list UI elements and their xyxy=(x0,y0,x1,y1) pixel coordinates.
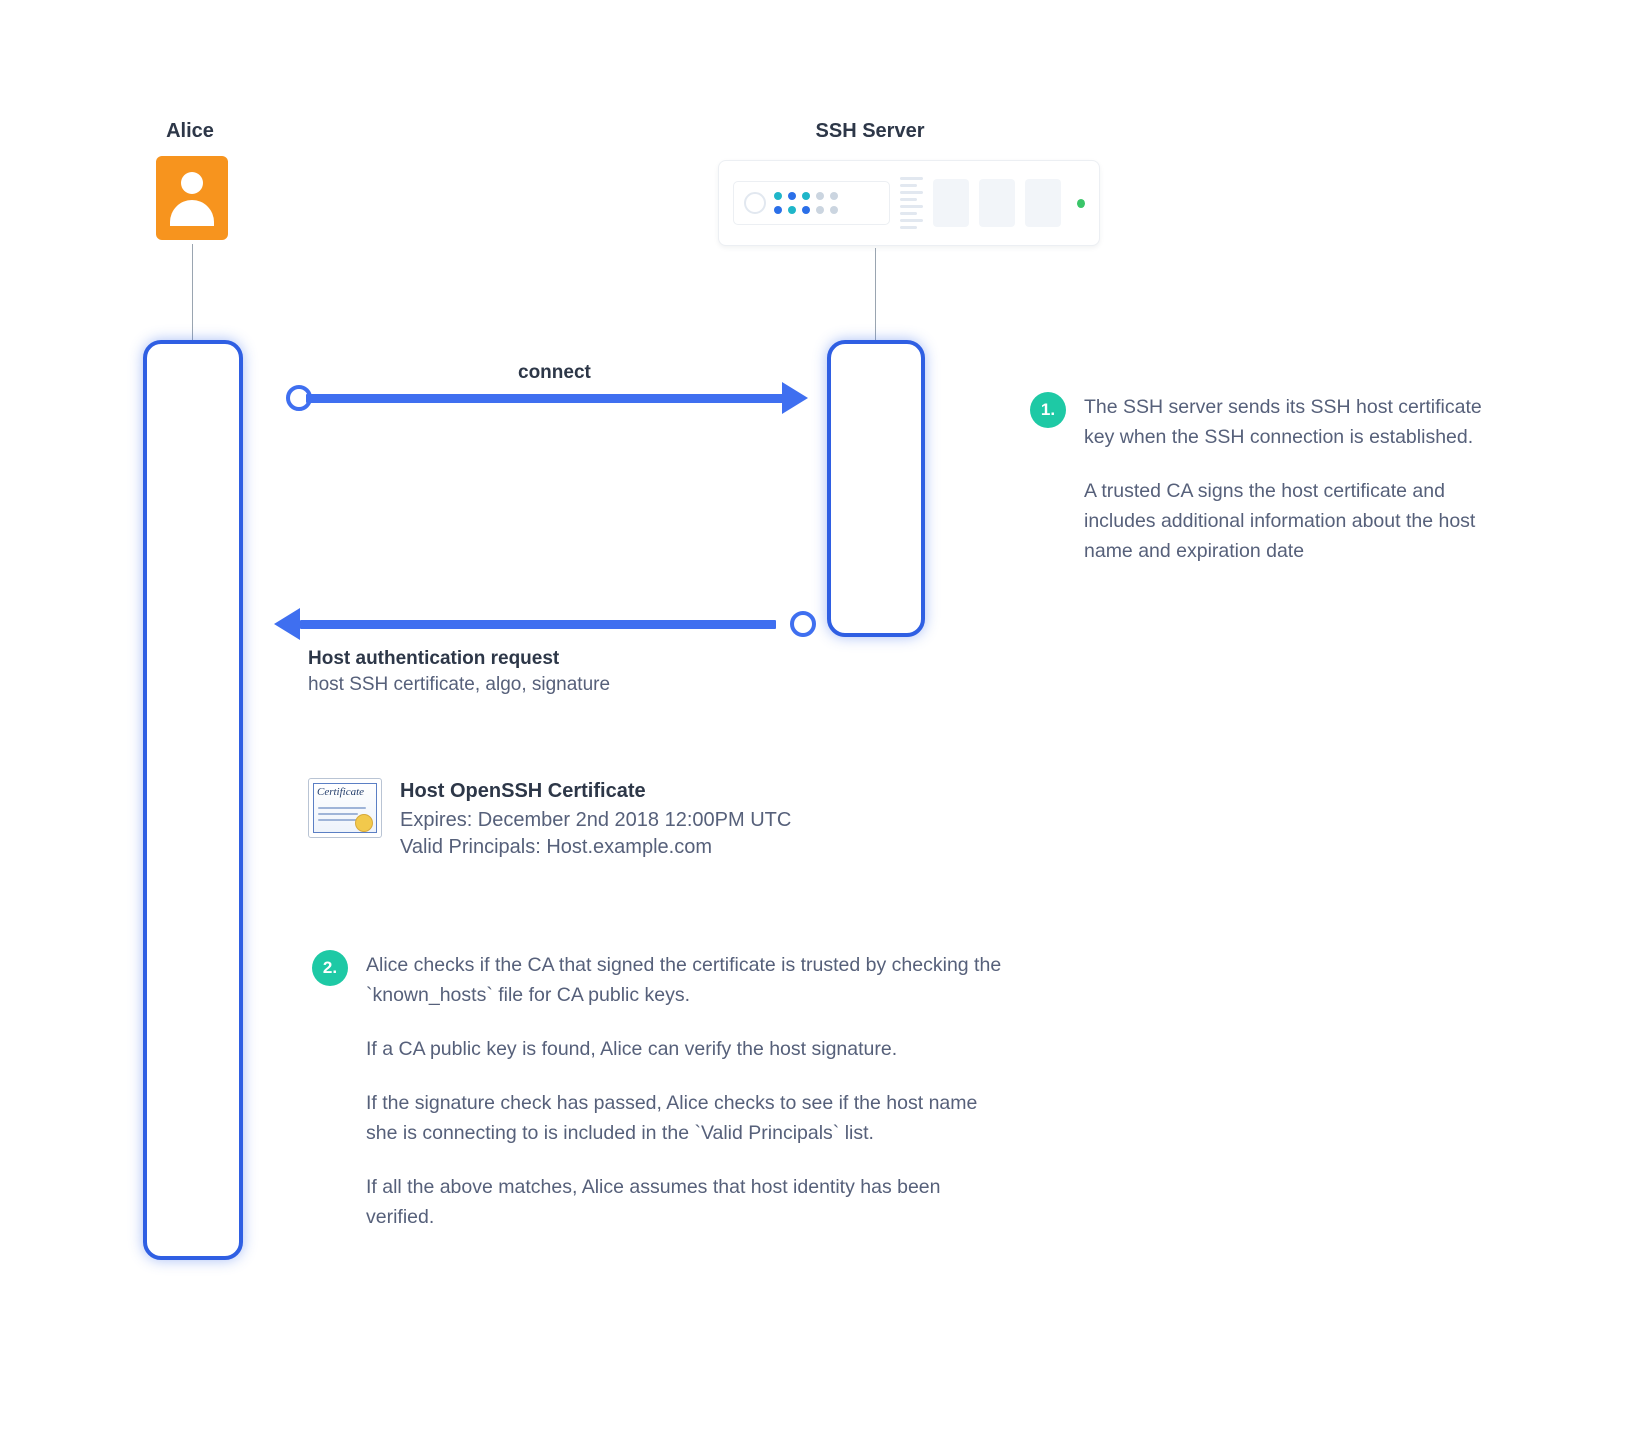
certificate-expires: Expires: December 2nd 2018 12:00PM UTC xyxy=(400,809,792,831)
server-indicator-dots xyxy=(774,192,839,215)
server-knob-icon xyxy=(744,192,766,214)
note-1 xyxy=(1030,392,1500,566)
arrow-head-right-icon xyxy=(782,382,808,414)
certificate-icon xyxy=(308,778,382,838)
server-bay-3 xyxy=(1025,179,1061,227)
note-2-body xyxy=(366,950,1006,1232)
message-subtitle: host SSH certificate, algo, signature xyxy=(308,674,611,695)
lifeline-alice xyxy=(192,244,193,342)
arrow-head-left-icon xyxy=(274,608,300,640)
user-avatar-icon xyxy=(156,156,228,240)
certificate-seal-icon xyxy=(355,814,373,832)
server-front-panel xyxy=(733,181,890,225)
certificate-valid-principals: Valid Principals: Host.example.com xyxy=(400,836,712,858)
certificate-icon-word-1: Certificate xyxy=(317,786,365,798)
note-2-paragraph-3: If the signature check has passed, Alice checks to see if the host name she is connecting to is included in the `Valid Principals` list. xyxy=(366,1092,978,1144)
server-vent-lines xyxy=(900,177,923,229)
note-2-paragraph-2: If a CA public key is found, Alice can verify the host signature. xyxy=(366,1038,898,1060)
message-title: Host authentication request xyxy=(308,648,560,669)
arrow-shaft xyxy=(300,620,776,629)
actor-label-alice: Alice xyxy=(166,120,214,142)
actor-label-server: SSH Server xyxy=(815,120,925,142)
server-status-led-icon xyxy=(1077,199,1085,208)
server-rack-icon xyxy=(718,160,1100,246)
message-label-connect: connect xyxy=(518,362,591,383)
note-1-paragraph-2: A trusted CA signs the host certificate and includes additional information about the host name and expiration date xyxy=(1084,480,1476,562)
avatar-head xyxy=(181,172,203,194)
certificate-icon-line xyxy=(318,813,358,815)
note-2 xyxy=(312,950,1012,1232)
lifeline-server xyxy=(875,248,876,340)
certificate-title: Host OpenSSH Certificate xyxy=(400,780,646,802)
certificate-icon-line xyxy=(318,807,366,809)
certificate-block xyxy=(308,778,791,863)
note-2-badge: 2. xyxy=(312,950,348,986)
note-2-paragraph-1: Alice checks if the CA that signed the certificate is trusted by checking the `known_hosts` file for CA public keys. xyxy=(366,954,1002,1006)
activation-bar-server xyxy=(827,340,925,637)
note-1-paragraph-1: The SSH server sends its SSH host certificate key when the SSH connection is established. xyxy=(1084,396,1482,448)
server-bay-1 xyxy=(933,179,969,227)
note-1-body xyxy=(1084,392,1500,566)
arrow-origin-dot xyxy=(790,611,816,637)
note-2-paragraph-4: If all the above matches, Alice assumes that host identity has been verified. xyxy=(366,1176,941,1228)
activation-bar-alice xyxy=(143,340,243,1260)
message-block-host-auth-request xyxy=(308,648,610,696)
arrow-shaft xyxy=(306,394,784,403)
note-1-badge: 1. xyxy=(1030,392,1066,428)
avatar-body xyxy=(170,200,214,226)
server-bay-2 xyxy=(979,179,1015,227)
certificate-details xyxy=(400,778,791,863)
